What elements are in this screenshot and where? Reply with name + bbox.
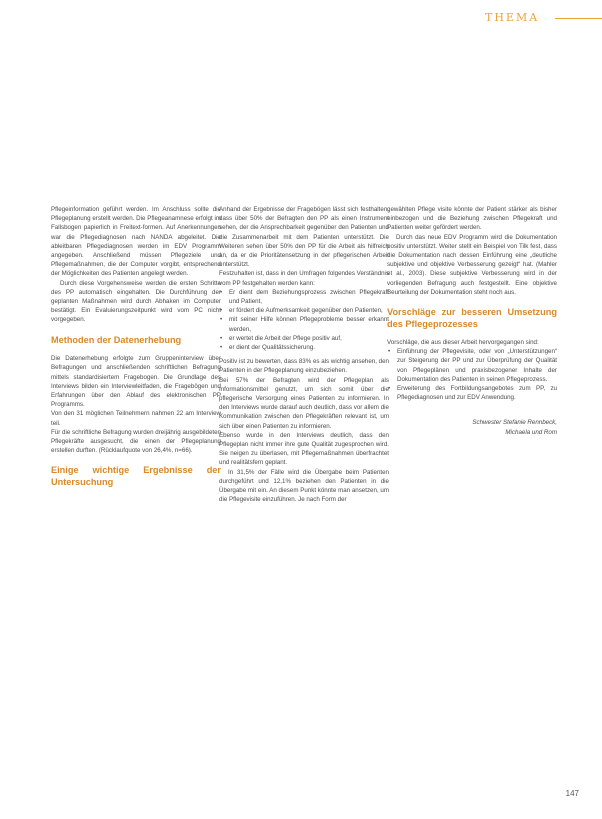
paragraph: Für die schriftliche Befragung wurden dreijährig ausgebildeten Pflegekräfte ausgesucht, die einen der Pflegeplanung erstellen durften. (Rücklaufquote von 26,4%, n=66). <box>51 428 221 455</box>
author-credit-line: Michaela und Rom <box>505 428 557 436</box>
section-heading-results: Einige wichtige Ergebnisse der Untersuchung <box>51 465 221 487</box>
list-item: • Erweiterung des Fortbildungsangebotes zum PP, zu Pflegediagnosen und zur EDV Anwendung. <box>387 384 557 402</box>
section-heading-proposals: Vorschläge zur besseren Umsetzung des Pflegeprozesses <box>387 307 557 329</box>
paragraph: Ebenso wurde in den Interviews deutlich, dass den Pflegeplan nicht immer ihre gute Qualität zugesprochen wird. Sie neigen zu überlasen, mit Pflegemaßnahmen überfrachtet und realitätsfern geplant. <box>219 431 389 467</box>
text-column-3 <box>387 205 557 437</box>
paragraph: In 31,5% der Fälle wird die Übergabe beim Patienten durchgeführt und 12,1% beziehen den Patienten in die Übergabe mit ein. An diesem Punkt könnte man ansetzen, um die Pflegevisite einzuführen. Je nach Form der <box>219 468 389 504</box>
paragraph: Von den 31 möglichen Teilnehmern nahmen 22 am Interview teil. <box>51 410 221 427</box>
paragraph: Bei 57% der Befragten wird der Pflegeplan als Informationsmittel genutzt, um sich somit über die pflegerische Versorgung eines Patienten zu informieren. In den Interviews wurde darauf auch deutlich, dass vor allem die Kommunikation zwischen den Pflegekräften relevant ist, um sich über einen Patienten zu informieren. <box>219 376 389 430</box>
paragraph: Festzuhalten ist, dass in den Umfragen folgendes Verständnis vom PP festgehalten werden kann: <box>219 270 389 287</box>
list-item: • er fördert die Aufmerksamkeit gegenüber den Patienten, <box>219 306 389 315</box>
list-item: • mit seiner Hilfe können Pflegeprobleme besser erkannt werden, <box>219 315 389 333</box>
section-heading-methods: Methoden der Datenerhebung <box>51 334 182 345</box>
paragraph: Die Datenerhebung erfolgte zum Gruppeninterview über Befragungen und anschließenden schriftlichen Befragung mittels standardisiertem Fragebogen. Die Grundlage des Interviews bilden ein Interviewleitfaden, die Fragebögen und Erfahrungen über den Ablauf des elektronischen PP Programms. <box>51 355 221 409</box>
text-column-2 <box>219 205 389 505</box>
list-item: • er dient der Qualitätssicherung. <box>219 343 389 352</box>
page-number: 147 <box>565 789 579 798</box>
text-column-1 <box>51 205 221 496</box>
section-label: THEMA <box>485 11 540 24</box>
header-rule <box>555 18 602 19</box>
paragraph: Positiv ist zu bewerten, dass 83% es als wichtig ansehen, den Patienten in der Pflegeplanung einzubeziehen. <box>219 358 389 375</box>
paragraph: Anhand der Ergebnisse der Fragebögen lässt sich festhalten, dass über 50% der Befragten den PP als einen Instrument sehen, der die Ansprechbarkeit gegenüber den Patienten und die Zusammenarbeit mit dem Patienten unterstützt. Die Weiteren sehen über 50% den PP für die Arbeit als hilfreich an, da er die Prioritätensetzung in der pflegerischen Arbeit unterstützt. <box>219 206 389 269</box>
paragraph: gewählten Pflege visite könnte der Patient stärker als bisher einbezogen und die Beziehung zwischen Pflegekraft und Patienten weiter gefördert werden. <box>387 206 557 232</box>
list-item: • Er dient dem Beziehungsprozess zwischen Pflegekraft und Patient, <box>219 288 389 306</box>
list-item: • er wertet die Arbeit der Pflege positiv auf, <box>219 334 389 343</box>
author-credit-line: Schwester Stefanie Rennbeck, <box>472 419 557 427</box>
author-credit <box>387 418 557 436</box>
bullet-list <box>219 288 389 352</box>
paragraph: Pflegeinformation geführt werden. Im Anschluss sollte die Pflegeplanung erstellt werden. Die Pflegeanamnese erfolgt im Fallsbogen papierlich in Freitext-formen. Auf Anerkennungen war die Pflegediagnosen nach NANDA abgeleitet. Die ableitbaren Pflegediagnosen werden im EDV Programm angegeben. Anschließend müssen Pflegeziele und Pflegemaßnahmen, die der Computer vorgibt, entsprechend der Möglichkeiten des Patienten angelegt werden. <box>51 206 221 278</box>
paragraph: Durch das neue EDV Programm wird die Dokumentation positiv unterstützt. Weiter stellt ein Beispiel von Tilk fest, dass die Dokumentation nach dessen Einführung eine „deutliche subjektive und objektive Verbesserung gezeigt“ hat. (Mahler et al., 2003). Diese subjektive Verbesserung wird in der vorliegenden Befragung auch festgestellt. Eine objektive Beurteilung der Dokumentation steht noch aus. <box>387 233 557 296</box>
bullet-list <box>387 347 557 402</box>
paragraph: Vorschläge, die aus dieser Arbeit hervorgegangen sind: <box>387 339 539 347</box>
paragraph: Durch diese Vorgehensweise werden die ersten Schritte des PP automatisch eingehalten. Die Durchführung der geplanten Maßnahmen wird durch Abhaken im Computer bestätigt. Ein Evaluierungszeitpunkt wird vom PC nicht vorgegeben. <box>51 279 221 324</box>
list-item: • Einführung der Pflegevisite, oder von „Unterstützungen“ zur Steigerung der PP und zur Überprüfung der Qualität von Pflegeplänen und praxisbezogener Inhalte der Dokumentation des Patienten in seinen Pflegeprozess. <box>387 347 557 384</box>
